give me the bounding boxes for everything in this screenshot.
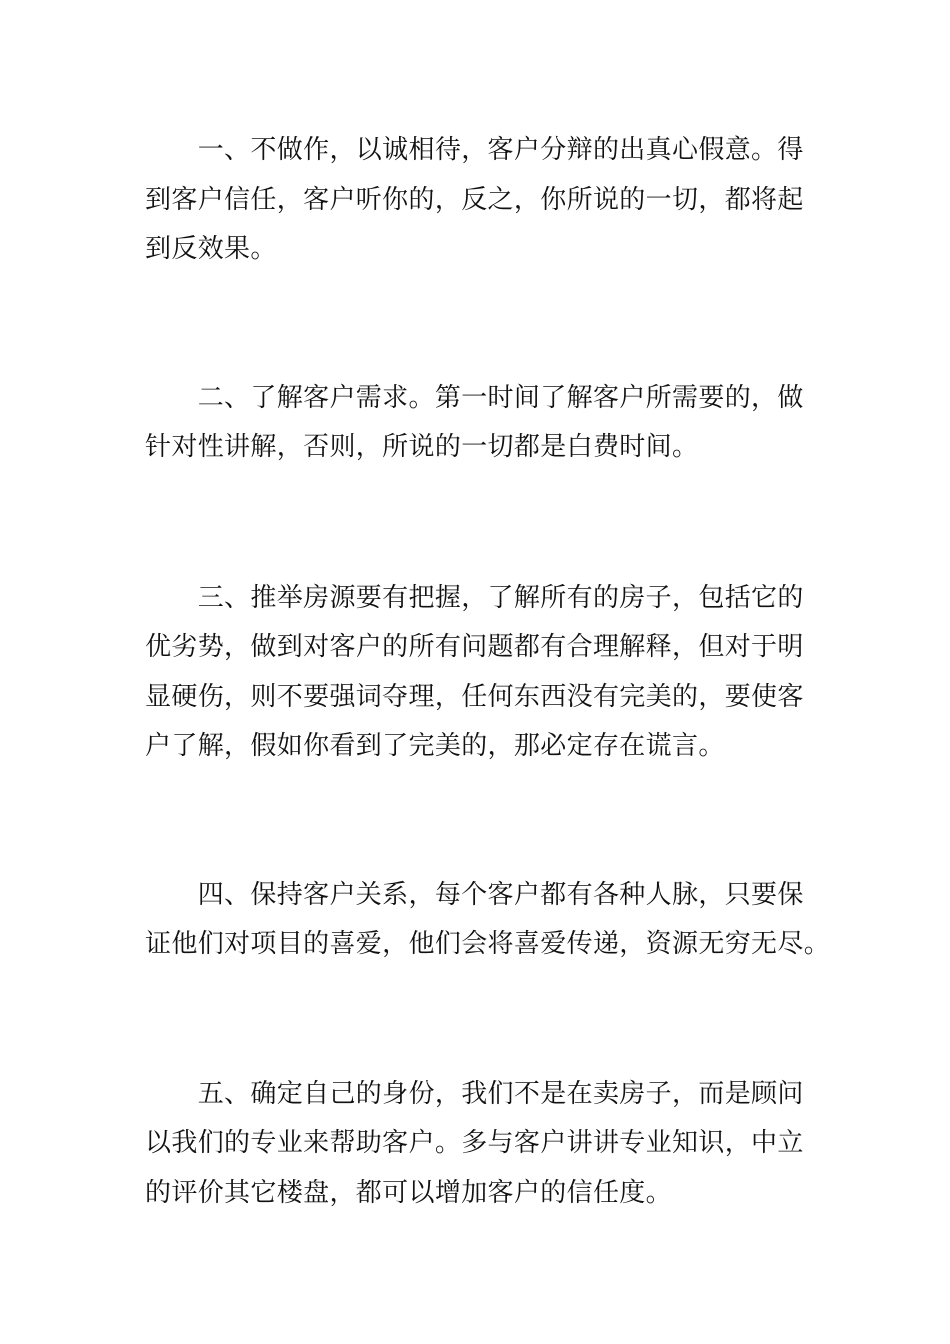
paragraph-line: 四、保持客户关系，每个客户都有各种人脉，只要保 [145, 880, 804, 910]
paragraph-line: 以我们的专业来帮助客户。多与客户讲讲专业知识，中立 [145, 1128, 804, 1158]
paragraph-line: 证他们对项目的喜爱，他们会将喜爱传递，资源无穷无尽。 [145, 929, 831, 959]
paragraph-line: 三、推举房源要有把握，了解所有的房子，包括它的 [145, 583, 804, 613]
paragraph-line: 一、不做作，以诚相待，客户分辩的出真心假意。得 [145, 135, 804, 165]
paragraph-line: 针对性讲解，否则，所说的一切都是白费时间。 [145, 432, 699, 462]
paragraph-line: 二、了解客户需求。第一时间了解客户所需要的，做 [145, 383, 804, 413]
paragraph-line: 五、确定自己的身份，我们不是在卖房子，而是顾问 [145, 1079, 804, 1109]
paragraph-line: 的评价其它楼盘，都可以增加客户的信任度。 [145, 1178, 673, 1208]
paragraph-line: 优劣势，做到对客户的所有问题都有合理解释，但对于明 [145, 632, 804, 662]
paragraph-line: 到客户信任，客户听你的，反之，你所说的一切，都将起 [145, 185, 804, 215]
paragraph-line: 显硬伤，则不要强词夺理，任何东西没有完美的，要使客 [145, 682, 804, 712]
paragraph-line: 到反效果。 [145, 234, 277, 264]
paragraph-line: 户了解，假如你看到了完美的，那必定存在谎言。 [145, 731, 725, 761]
